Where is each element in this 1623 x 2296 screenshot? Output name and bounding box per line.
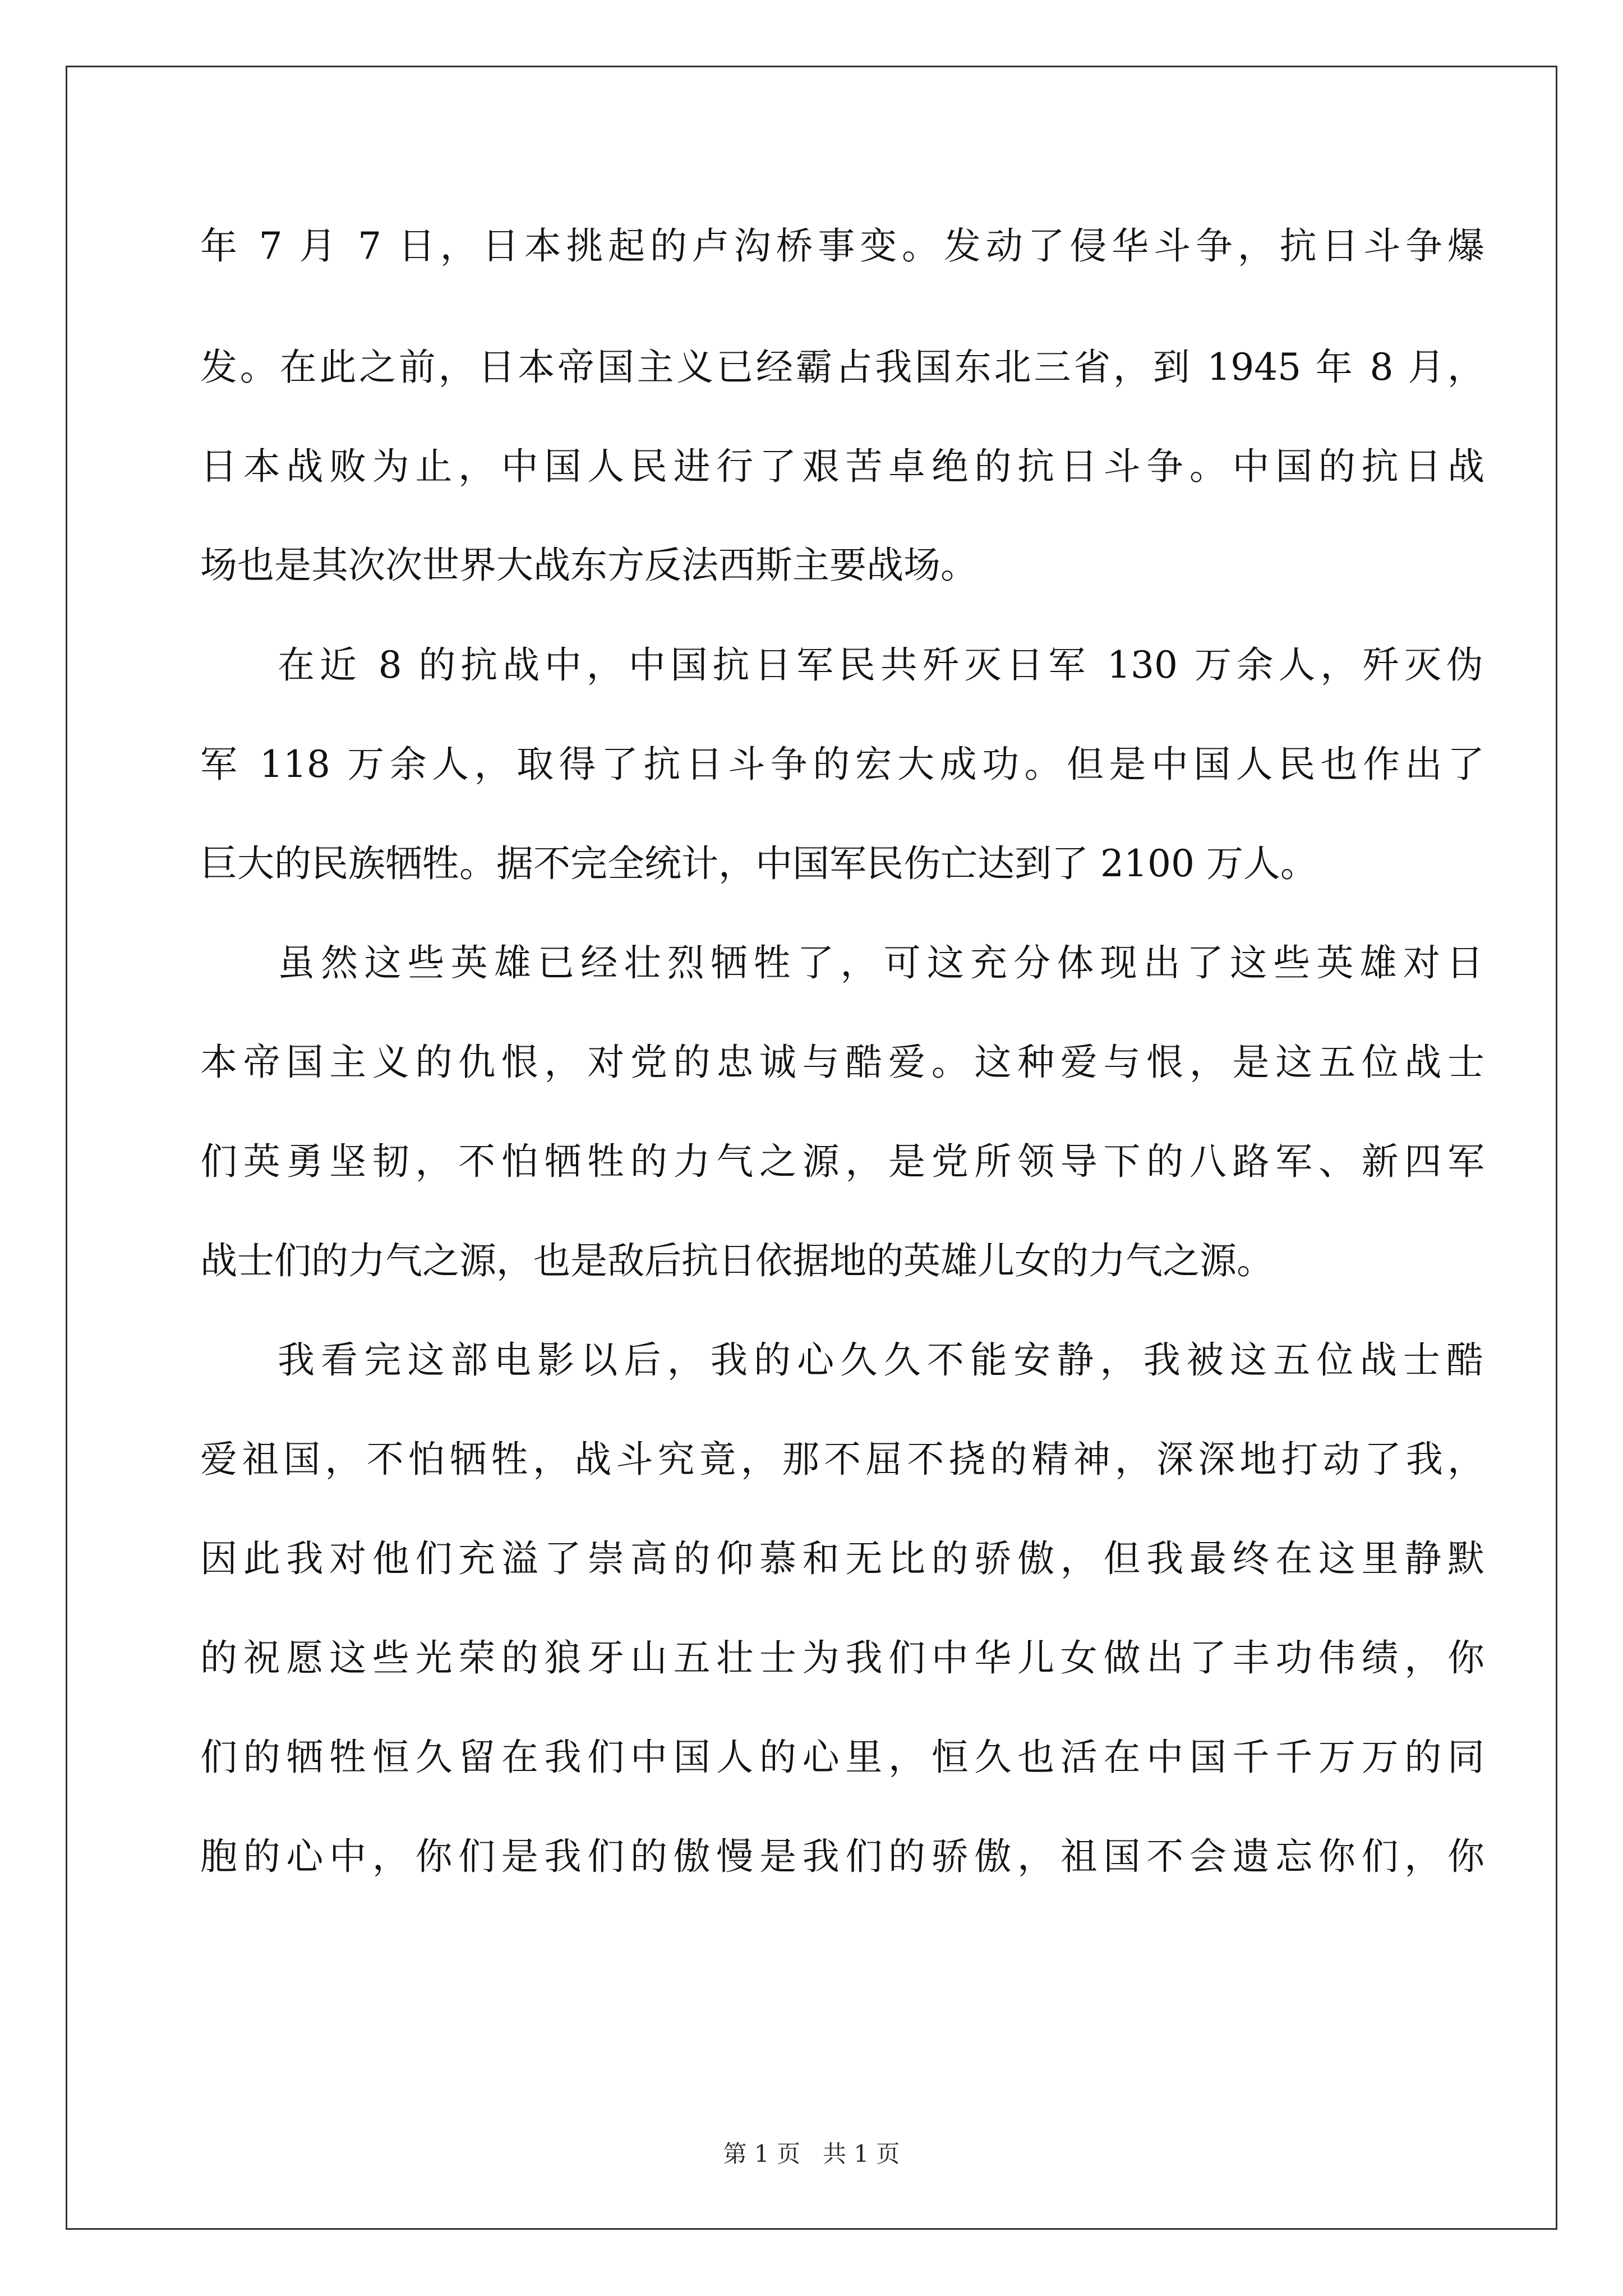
- text-line-7: 巨大的民族牺牲。据不完全统计，中国军民伤亡达到了 2100 万人。: [200, 842, 1317, 885]
- text-line-4: 场也是其次次世界大战东方反法西斯主要战场。: [200, 544, 978, 587]
- text-line-17: 胞的心中，你们是我们的傲慢是我们的骄傲，祖国不会遗忘你们，你: [200, 1835, 1484, 1878]
- text-line-1: 年 7 月 7 日，日本挑起的卢沟桥事变。发动了侵华斗争，抗日斗争爆: [200, 224, 1484, 268]
- page-total: 共 1 页: [823, 2140, 900, 2168]
- text-line-2: 发。在此之前，日本帝国主义已经霸占我国东北三省，到 1945 年 8 月，: [200, 346, 1484, 389]
- text-line-8: 虽然这些英雄已经壮烈牺牲了，可这充分体现出了这些英雄对日: [278, 941, 1483, 984]
- text-line-3: 日本战败为止，中国人民进行了艰苦卓绝的抗日斗争。中国的抗日战: [200, 445, 1484, 488]
- text-line-11: 战士们的力气之源，也是敌后抗日依据地的英雄儿女的力气之源。: [200, 1239, 1274, 1282]
- page-footer: [0, 2137, 1623, 2171]
- text-line-14: 因此我对他们充溢了崇高的仰慕和无比的骄傲，但我最终在这里静默: [200, 1537, 1484, 1580]
- text-line-13: 爱祖国，不怕牺牲，战斗究竟，那不屈不挠的精神，深深地打动了我，: [200, 1438, 1484, 1481]
- text-line-16: 们的牺牲恒久留在我们中国人的心里，恒久也活在中国千千万万的同: [200, 1736, 1484, 1779]
- text-line-9: 本帝国主义的仇恨，对党的忠诚与酷爱。这种爱与恨，是这五位战士: [200, 1041, 1484, 1084]
- text-line-15: 的祝愿这些光荣的狼牙山五壮士为我们中华儿女做出了丰功伟绩，你: [200, 1636, 1484, 1680]
- page-number: 第 1 页: [723, 2140, 800, 2168]
- text-line-5: 在近 8 的抗战中，中国抗日军民共歼灭日军 130 万余人，歼灭伪: [278, 643, 1483, 687]
- text-line-10: 们英勇坚韧，不怕牺牲的力气之源，是党所领导下的八路军、新四军: [200, 1140, 1484, 1183]
- text-line-12: 我看完这部电影以后，我的心久久不能安静，我被这五位战士酷: [278, 1338, 1483, 1382]
- text-line-6: 军 118 万余人，取得了抗日斗争的宏大成功。但是中国人民也作出了: [200, 743, 1484, 786]
